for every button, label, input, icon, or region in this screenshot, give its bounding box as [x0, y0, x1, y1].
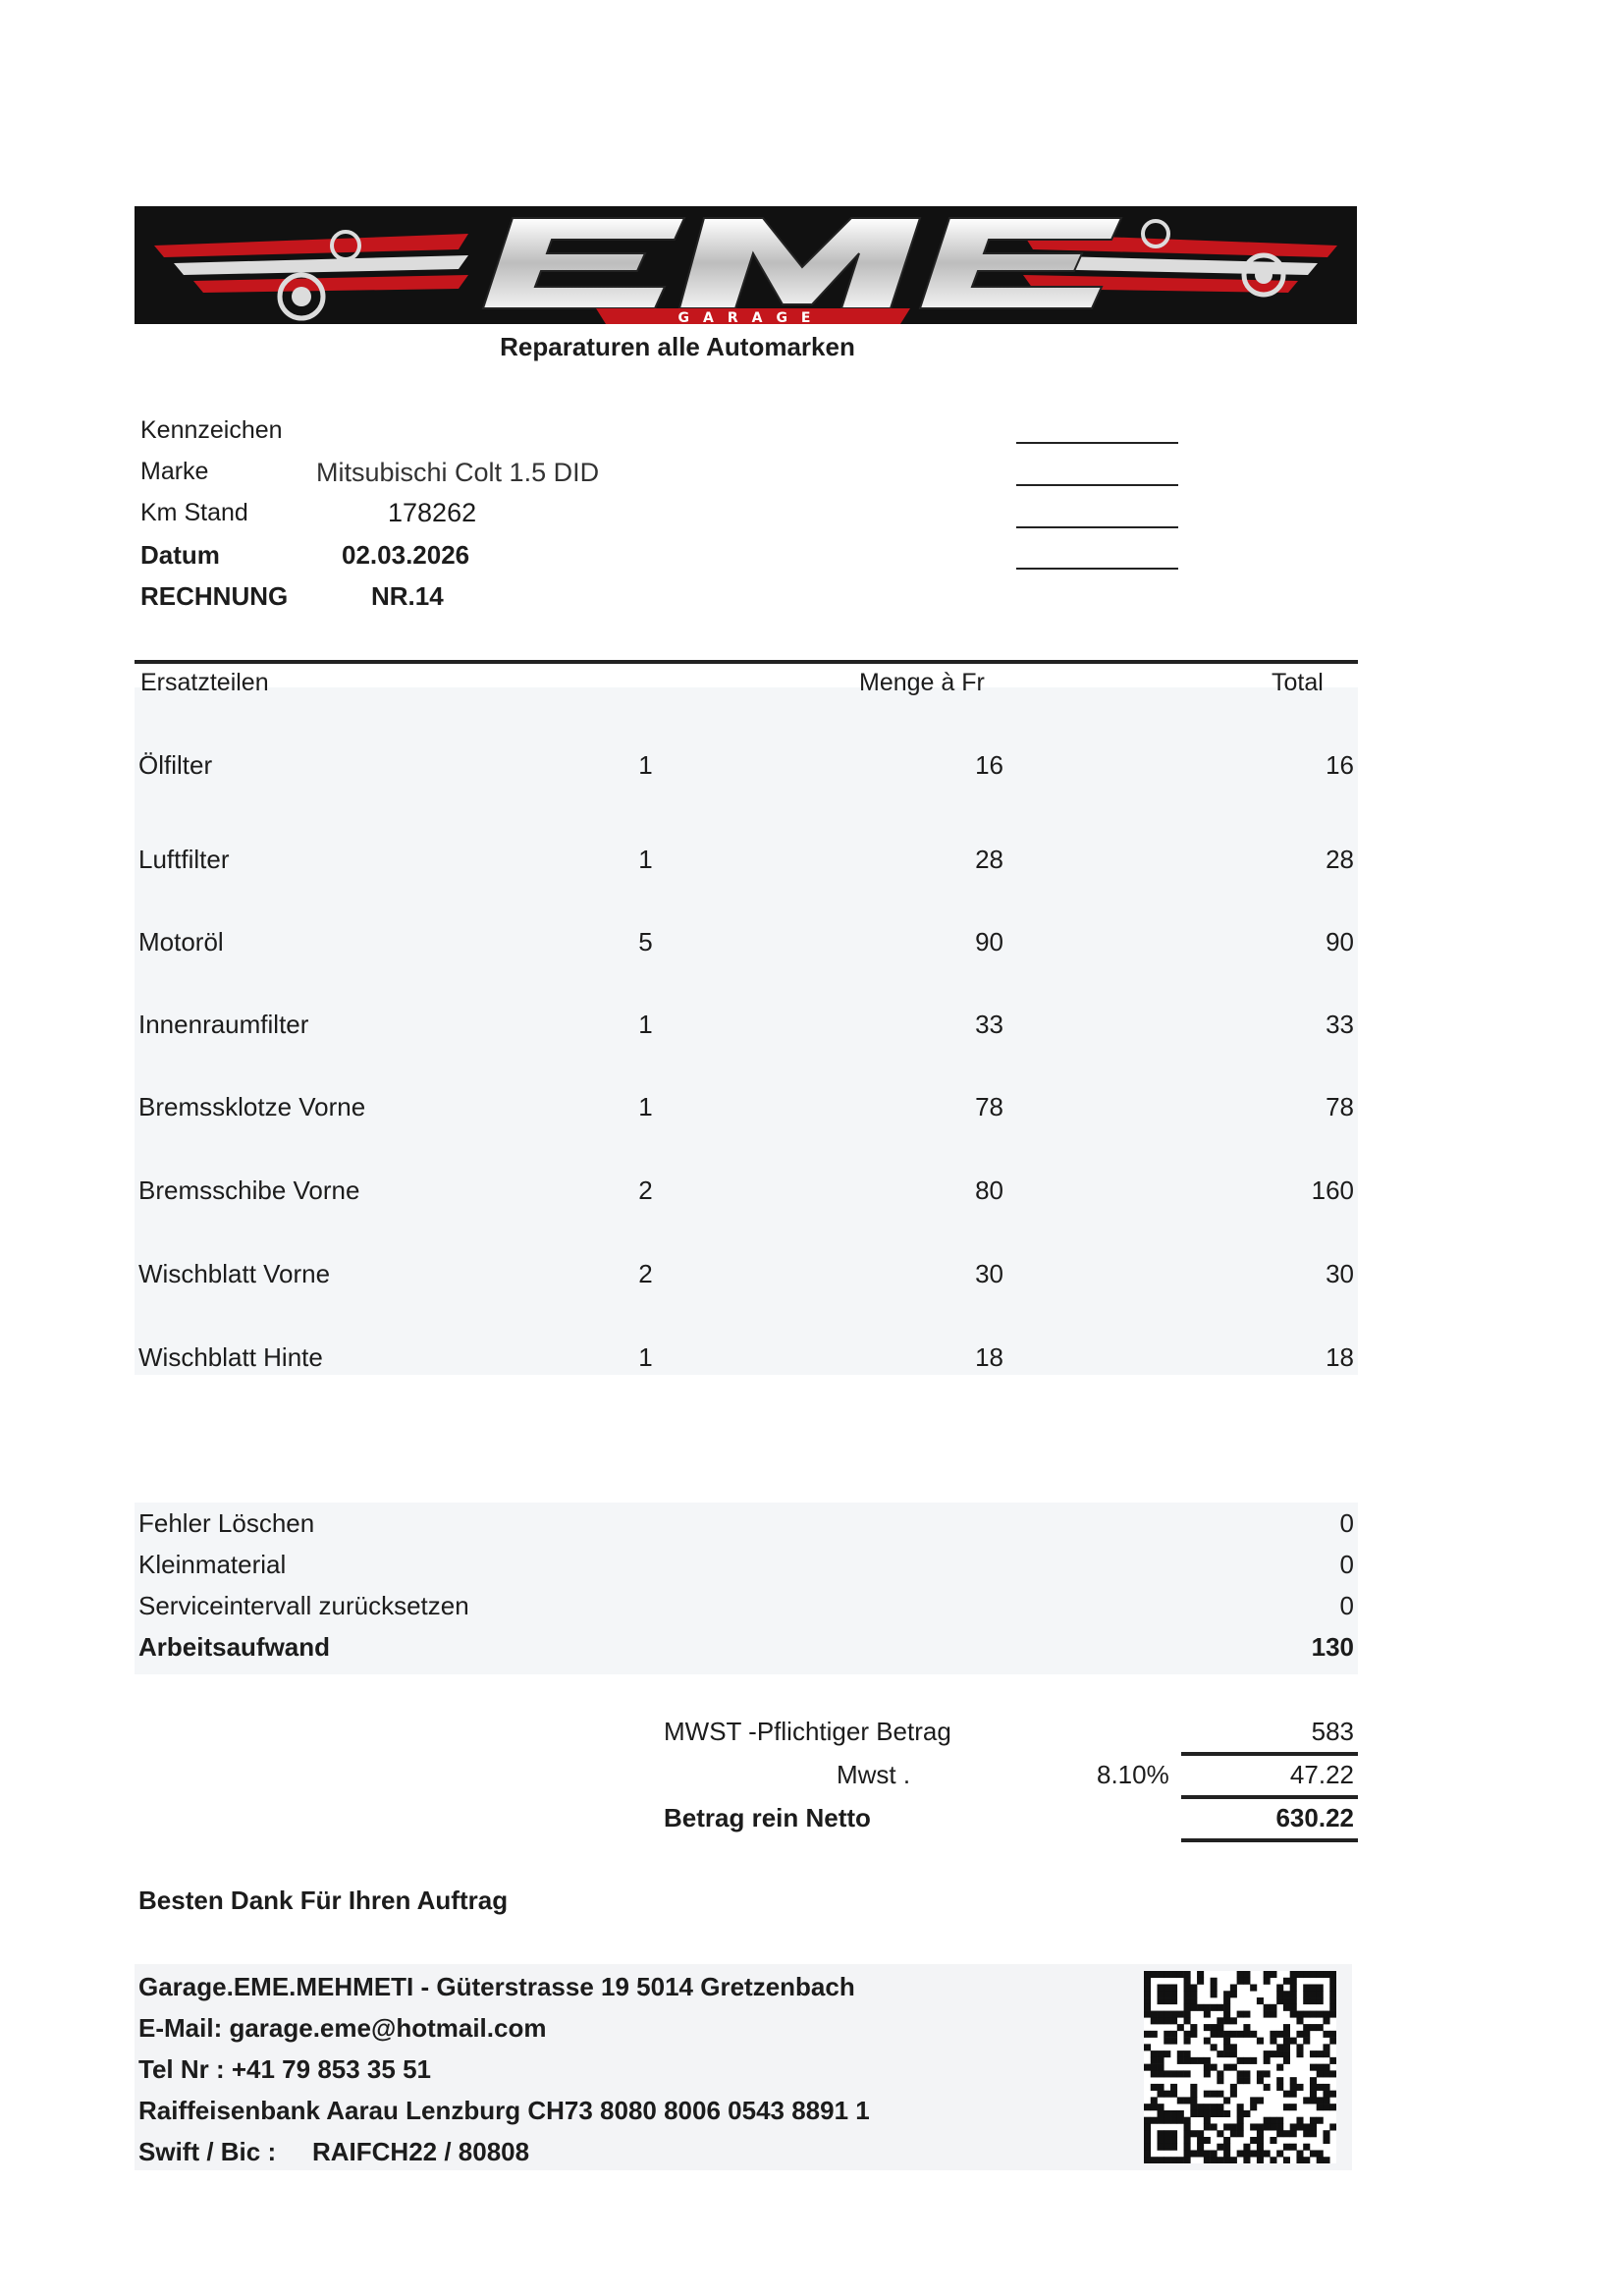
- part-name: Luftfilter: [138, 845, 230, 874]
- marke-value: Mitsubischi Colt 1.5 DID: [316, 458, 600, 487]
- part-price: 78: [975, 1092, 1003, 1121]
- service-value: 130: [1311, 1632, 1354, 1662]
- part-qty: 2: [638, 1259, 653, 1288]
- service-value: 0: [1339, 1550, 1354, 1579]
- part-total: 78: [1326, 1092, 1354, 1121]
- footer-swift-value: RAIFCH22 / 80808: [312, 2137, 530, 2166]
- part-qty: 1: [638, 845, 653, 874]
- svg-text:GARAGE: GARAGE: [677, 310, 825, 324]
- blank-line: [1016, 484, 1178, 486]
- service-name: Kleinmaterial: [138, 1550, 287, 1579]
- part-price: 33: [975, 1010, 1003, 1039]
- part-qty: 2: [638, 1175, 653, 1205]
- footer-address: Garage.EME.MEHMETI - Güterstrasse 19 5014 Gretzenbach: [138, 1972, 855, 2001]
- vat-value: 47.22: [1289, 1760, 1354, 1789]
- qr-code-icon: [1144, 1971, 1336, 2163]
- service-name: Fehler Löschen: [138, 1508, 315, 1538]
- sum-rule: [1181, 1752, 1358, 1756]
- part-qty: 1: [638, 1010, 653, 1039]
- blank-line: [1016, 526, 1178, 528]
- net-label: Betrag rein Netto: [664, 1803, 871, 1832]
- datum-value: 02.03.2026: [342, 540, 470, 570]
- marke-label: Marke: [140, 458, 209, 485]
- part-price: 80: [975, 1175, 1003, 1205]
- garage-logo: [135, 206, 1357, 324]
- part-qty: 5: [638, 927, 653, 957]
- part-price: 28: [975, 845, 1003, 874]
- part-name: Ölfilter: [138, 750, 213, 780]
- taxable-value: 583: [1311, 1717, 1354, 1746]
- part-name: Innenraumfilter: [138, 1010, 309, 1039]
- service-name: Serviceintervall zurücksetzen: [138, 1591, 469, 1620]
- taxable-label: MWST -Pflichtiger Betrag: [664, 1717, 951, 1746]
- part-qty: 1: [638, 1342, 653, 1372]
- sum-rule: [1181, 1795, 1358, 1799]
- part-total: 18: [1326, 1342, 1354, 1372]
- km-value: 178262: [388, 498, 477, 527]
- blank-line: [1016, 442, 1178, 444]
- header-total: Total: [1272, 669, 1324, 696]
- rechnung-label: RECHNUNG: [140, 581, 289, 611]
- vat-label: Mwst .: [837, 1760, 911, 1789]
- sum-rule: [1181, 1838, 1358, 1842]
- part-name: Wischblatt Vorne: [138, 1259, 331, 1288]
- subtitle: Reparaturen alle Automarken: [500, 332, 855, 361]
- footer-swift-label: Swift / Bic :: [138, 2137, 277, 2166]
- footer-phone: Tel Nr : +41 79 853 35 51: [138, 2054, 431, 2084]
- datum-label: Datum: [140, 540, 220, 570]
- part-name: Bremssklotze Vorne: [138, 1092, 366, 1121]
- header-part: Ersatzteilen: [140, 669, 269, 696]
- part-price: 90: [975, 927, 1003, 957]
- service-value: 0: [1339, 1508, 1354, 1538]
- part-total: 16: [1326, 750, 1354, 780]
- part-total: 33: [1326, 1010, 1354, 1039]
- rechnung-value: NR.14: [371, 581, 444, 611]
- header-menge: Menge à Fr: [859, 669, 985, 696]
- kennzeichen-label: Kennzeichen: [140, 416, 283, 444]
- service-value: 0: [1339, 1591, 1354, 1620]
- part-total: 28: [1326, 845, 1354, 874]
- table-top-rule: [135, 660, 1358, 664]
- footer-email: E-Mail: garage.eme@hotmail.com: [138, 2013, 547, 2043]
- blank-line: [1016, 568, 1178, 570]
- part-price: 30: [975, 1259, 1003, 1288]
- part-qty: 1: [638, 1092, 653, 1121]
- part-qty: 1: [638, 750, 653, 780]
- footer-bank: Raiffeisenbank Aarau Lenzburg CH73 8080 8006 0543 8891 1: [138, 2096, 870, 2125]
- part-total: 160: [1311, 1175, 1354, 1205]
- km-label: Km Stand: [140, 499, 248, 526]
- part-total: 30: [1326, 1259, 1354, 1288]
- thanks-note: Besten Dank Für Ihren Auftrag: [138, 1886, 509, 1915]
- part-name: Motoröl: [138, 927, 224, 957]
- part-name: Wischblatt Hinte: [138, 1342, 323, 1372]
- service-name: Arbeitsaufwand: [138, 1632, 331, 1662]
- part-total: 90: [1326, 927, 1354, 957]
- net-value: 630.22: [1275, 1803, 1354, 1832]
- part-price: 16: [975, 750, 1003, 780]
- part-name: Bremsschibe Vorne: [138, 1175, 360, 1205]
- vat-rate: 8.10%: [1097, 1760, 1169, 1789]
- part-price: 18: [975, 1342, 1003, 1372]
